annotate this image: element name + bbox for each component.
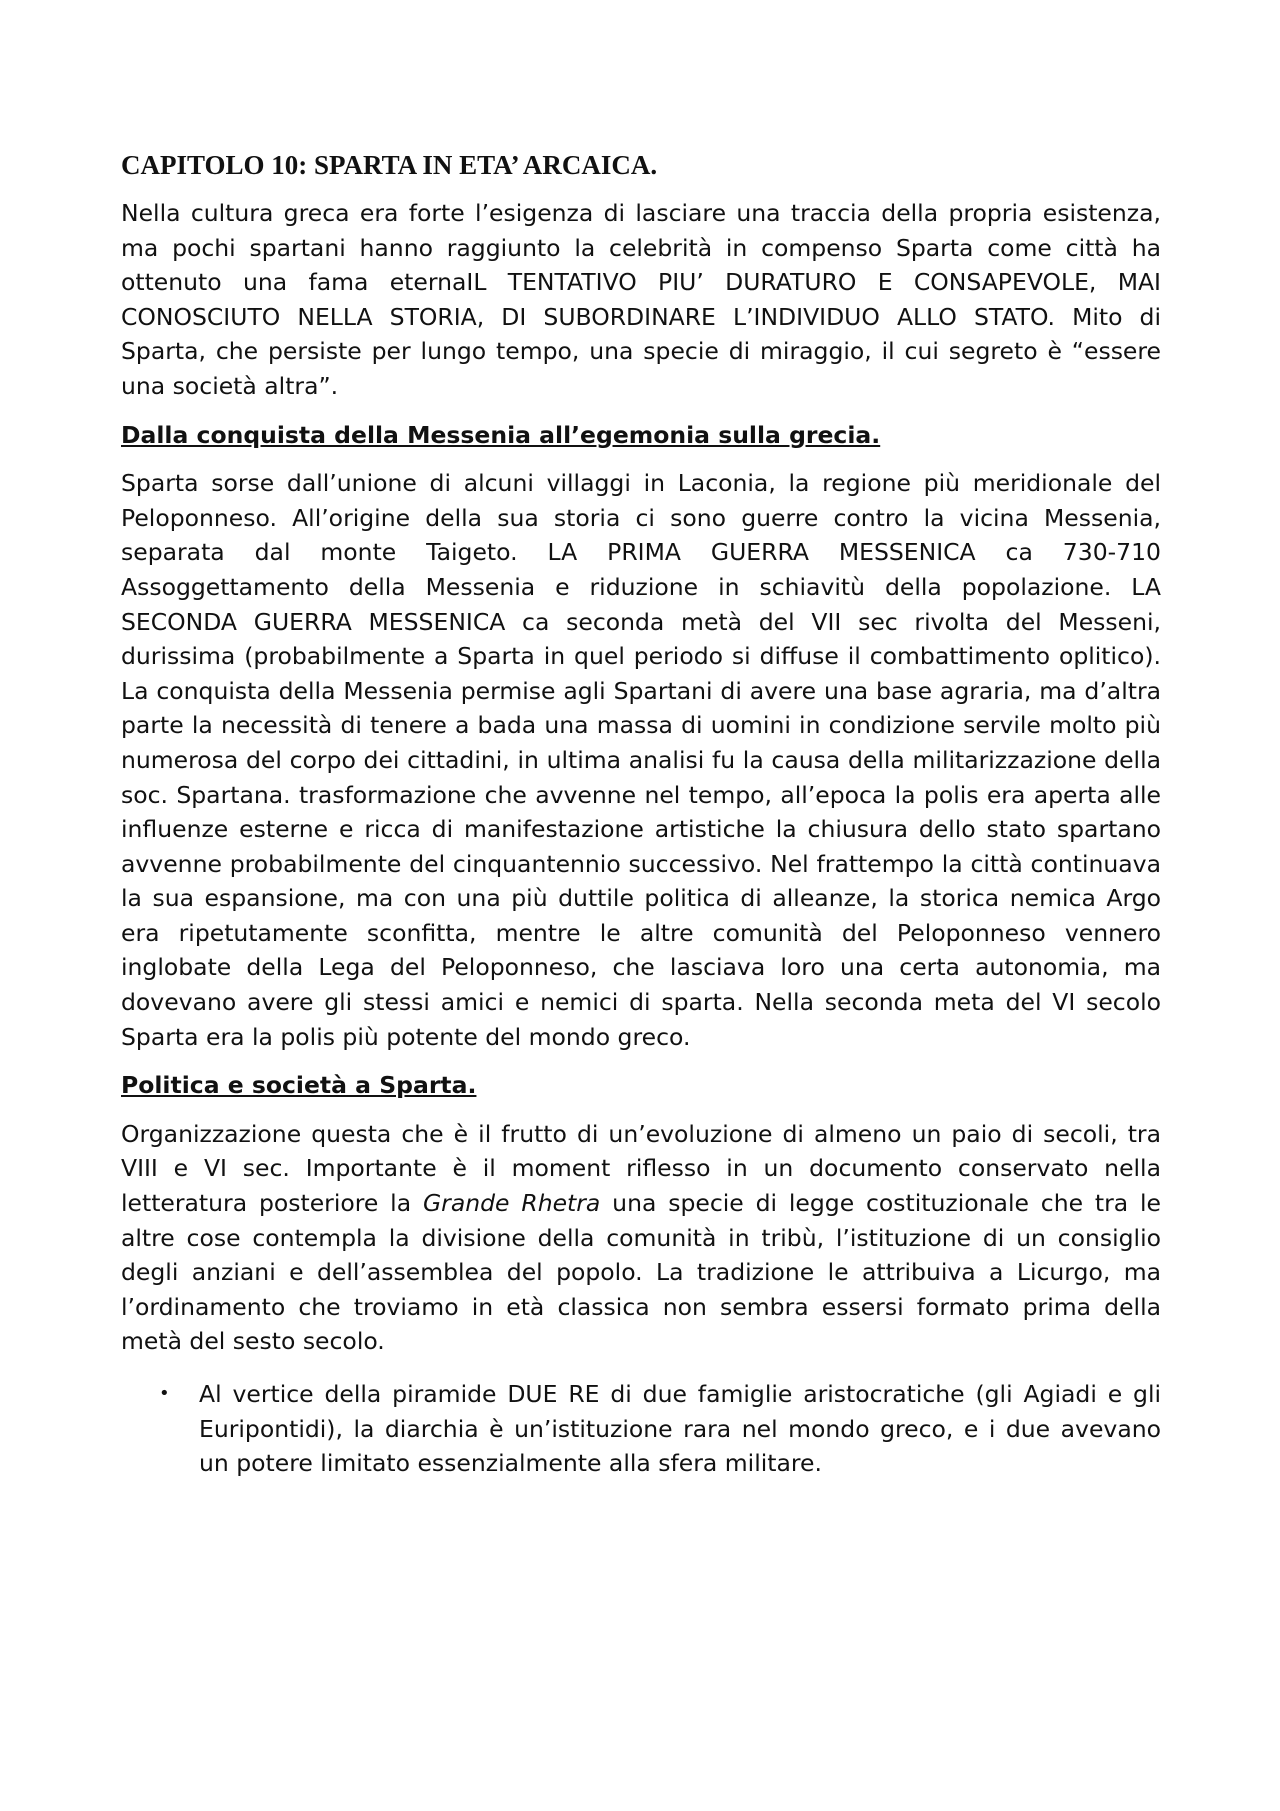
section-heading-messenia: Dalla conquista della Messenia all’egemonia sulla grecia. — [121, 420, 881, 449]
grande-rhetra-term: Grande Rhetra — [422, 1189, 601, 1218]
bullet-list — [121, 1377, 1161, 1481]
messenia-paragraph: Sparta sorse dall’unione di alcuni villaggi in Laconia, la regione più meridionale del Peloponneso. All’origine della sua storia ci sono guerre contro la vicina Messenia, separata dal monte Taigeto. LA PRIMA GUERRA MESSENICA ca 730-710 Assoggettamento della Messenia e riduzione in schiavitù della popolazione. LA SECONDA GUERRA MESSENICA ca seconda metà del VII sec rivolta del Messeni, durissima (probabilmente a Sparta in quel periodo si diffuse il combattimento oplitico). La conquista della Messenia permise agli Spartani di avere una base agraria, ma d’altra parte la necessità di tenere a bada una massa di uomini in condizione servile molto più numerosa del corpo dei cittadini, in ultima analisi fu la causa della militarizzazione della soc. Spartana. trasformazione che avvenne nel tempo, all’epoca la polis era aperta alle influenze esterne e ricca di manifestazione artistiche la chiusura dello stato spartano avvenne probabilmente del cinquantennio successivo. Nel frattempo la città continuava la sua espansione, ma con una più duttile politica di alleanze, la storica nemica Argo era ripetutamente sconfitta, mentre le altre comunità del Peloponneso vennero inglobate della Lega del Peloponneso, che lasciava loro una certa autonomia, ma dovevano avere gli stessi amici e nemici di sparta. Nella seconda meta del VI secolo Sparta era la polis più potente del mondo greco. — [121, 469, 1161, 1051]
page-content — [121, 148, 1161, 1481]
section-heading-politica: Politica e società a Sparta. — [121, 1071, 477, 1100]
chapter-title: CAPITOLO 10: SPARTA IN ETA’ ARCAICA. — [121, 150, 658, 180]
bullet-marker: • — [159, 1383, 170, 1404]
list-item — [121, 1377, 1161, 1481]
politica-text-start: Organizzazione questa che è il frutto di un’evoluzione di almeno un paio di secoli, tra VIII e VI sec. Importante è il moment riflesso in un documento conservato nella letteratura posteriore la — [121, 1119, 1161, 1218]
list-item-text: Al vertice della piramide DUE RE di due famiglie aristocratiche (gli Agiadi e gli Euripontidi), la diarchia è un’istituzione rara nel mondo greco, e i due avevano un potere limitato essenzialmente alla sfera militare. — [199, 1380, 1161, 1478]
politica-paragraph — [121, 1117, 1161, 1359]
politica-text-end: una specie di legge costituzionale che tra le altre cose contempla la divisione della comunità in tribù, l’istituzione di un consiglio degli anziani e dell’assemblea del popolo. La tradizione le attribuiva a Licurgo, ma l’ordinamento che troviamo in età classica non sembra essersi formato prima della metà del sesto secolo. — [121, 1189, 1162, 1356]
intro-paragraph: Nella cultura greca era forte l’esigenza di lasciare una traccia della propria esistenza, ma pochi spartani hanno raggiunto la celebrità in compenso Sparta come città ha ottenuto una fama eternaIL TENTATIVO PIU’ DURATURO E CONSAPEVOLE, MAI CONOSCIUTO NELLA STORIA, DI SUBORDINARE L’INDIVIDUO ALLO STATO. Mito di Sparta, che persiste per lungo tempo, una specie di miraggio, il cui segreto è “essere una società altra”. — [121, 199, 1161, 400]
